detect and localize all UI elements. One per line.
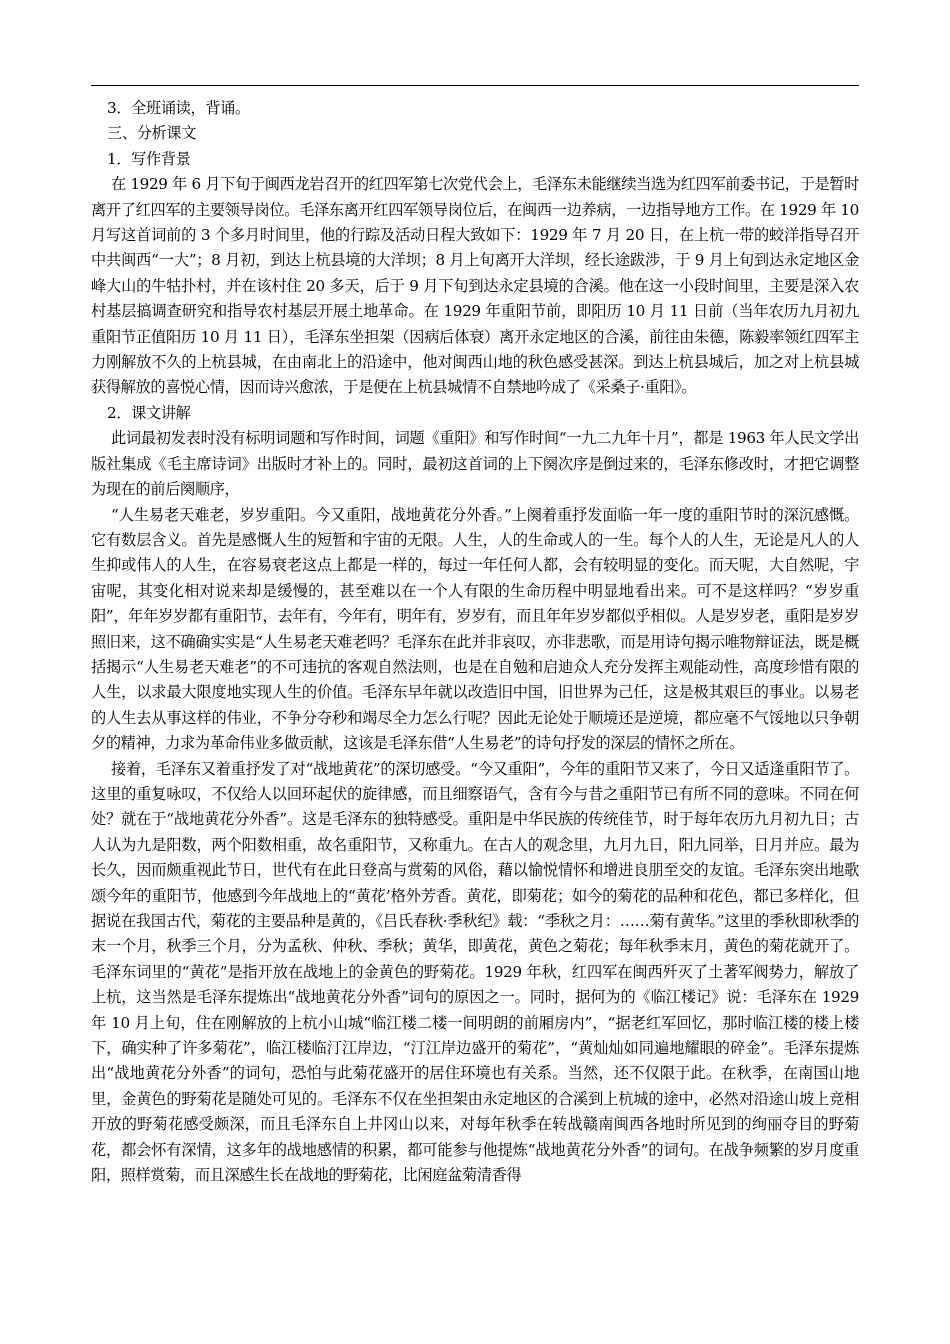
stanza1-paragraph: “人生易老天难老，岁岁重阳。今又重阳，战地黄花分外香。”上阕着重抒发面临一年一度的重阳节时的深沉感慨。它有数层含义。首先是感慨人生的短暂和宇宙的无限。人生，人的生命或人的一生。每个人的人生，无论是凡人的人生抑或伟人的人生，在容易衰老这点上都是一样的，每过一年任何人都，会有较明显的变化。而天呢，大自然呢，宇宙呢，其变化相对说来却是缓慢的，甚至难以在一个人有限的生命历程中明显地看出来。可不是这样吗？“岁岁重阳”，年年岁岁都有重阳节，去年有，今年有，明年有，岁岁有，而且年年岁岁都似乎相似。人是岁岁老，重阳是岁岁照旧来，这不确确实实是“人生易老天难老吗？毛泽东在此并非哀叹，亦非悲歌，而是用诗句揭示唯物辩证法，既是概括揭示“人生易老天难老”的不可违抗的客观自然法则，也是在自勉和启迪众人充分发挥主观能动性，高度珍惜有限的人生，以求最大限度地实现人生的价值。毛泽东早年就以改造旧中国，旧世界为己任，这是极其艰巨的事业。以易老的人生去从事这样的伟业，不争分夺秒和竭尽全力怎么行呢？因此无论处于顺境还是逆境，都应毫不气馁地以只争朝夕的精神，力求为革命伟业多做贡献，这该是毛泽东借“人生易老”的诗句抒发的深层的情怀之所在。	[91, 505, 859, 753]
document-body	[91, 96, 859, 1188]
stanza2-paragraph: 接着，毛泽东又着重抒发了对“战地黄花”的深切感受。“今又重阳”，今年的重阳节又来了，今日又适逢重阳节了。这里的重复咏叹，不仅给人以回环起伏的旋律感，而且细察语气，含有今与昔之重阳节已有所不同的意味。不同在何处？就在于“战地黄花分外香”。这是毛泽东的独特感受。重阳是中华民族的传统佳节，时于每年农历九月初九日；古人认为九是阳数，两个阳数相重，故名重阳节，又称重九。在古人的观念里，九月九日，阳九同举，日月并应。最为长久，因而颇重视此节日，世代有在此日登高与赏菊的风俗，藉以愉悦情怀和增进良朋至交的友谊。毛泽东突出地歌颂今年的重阳节，他感到今年战地上的“黄花’格外芳香。黄花，即菊花；如今的菊花的品种和花色，都已多样化，但据说在我国古代，菊花的主要品种是黄的，《吕氏春秋·季秋纪》载：“季秋之月：……菊有黄华。”这里的季秋即秋季的末一个月，秋季三个月，分为孟秋、仲秋、季秋；黄华，即黄花，黄色之菊花；每年秋季末月，黄色的菊花就开了。毛泽东词里的“黄花”是指开放在战地上的金黄色的野菊花。1929 年秋，红四军在闽西歼灭了土著军阀势力，解放了上杭，这当然是毛泽东提炼出“战地黄花分外香”词句的原因之一。同时，据何为的《临江楼记》说：毛泽东在 1929 年 10 月上旬，住在刚解放的上杭小山城“临江楼二楼一间明朗的前厢房内”，“据老红军回忆，那时临江楼的楼上楼下，确实种了许多菊花”，临江楼临汀江岸边，“汀江岸边盛开的菊花”，“黄灿灿如同遍地耀眼的碎金”。毛泽东提炼出“战地黄花分外香”的词句，恐怕与此菊花盛开的居住环境也有关系。当然，还不仅限于此。在秋季，在南国山地里，金黄色的野菊花是随处可见的。毛泽东不仅在坐担架由永定地区的合溪到上杭城的途中，必然对沿途山坡上竞相开放的野菊花感受颇深，而且毛泽东自上井冈山以来，对每年秋季在转战赣南闽西各地时所见到的绚丽夺目的野菊花，都会怀有深情，这多年的战地感情的积累，都可能参与他提炼“战地黄花分外香”的词句。在战争频繁的岁月度重阳，照样赏菊，而且深感生长在战地的野菊花，比闲庭盆菊清香得	[91, 759, 859, 1185]
background-paragraph: 在 1929 年 6 月下旬于闽西龙岩召开的红四军第七次党代会上，毛泽东未能继续当选为红四军前委书记，于是暂时离开了红四军的主要领导岗位。毛泽东离开红四军领导岗位后，在闽西一边养病，一边指导地方工作。在 1929 年 10 月写这首词前的 3 个多月时间里，他的行踪及活动日程大致如下：1929 年 7 月 20 日，在上杭一带的蛟洋指导召开中共闽西“一大”；8 月初，到达上杭县境的大洋坝；8 月上旬离开大洋坝，经长途跋涉，于 9 月上旬到达永定地区金峰大山的牛牯扑村，并在该村住 20 多天，后于 9 月下旬到达永定县境的合溪。他在这一小段时间里，主要是深入农村基层搞调查研究和指导农村基层开展土地革命。在 1929 年重阳节前，即阳历 10 月 11 日前（当年农历九月初九重阳节正值阳历 10 月 11 日），毛泽东坐担架（因病后体衰）离开永定地区的合溪，前往由朱德，陈毅率领红四军主力刚解放不久的上杭县城，在由南北上的沿途中，他对闽西山地的秋色感受甚深。到达上杭县城后，加之对上杭县城获得解放的喜悦心情，因而诗兴愈浓，于是便在上杭县城情不自禁地吟成了《采桑子·重阳》。	[91, 175, 859, 397]
recite-line: 3．全班诵读，背诵。	[107, 99, 250, 117]
header-rule	[91, 85, 859, 86]
background-heading: 1．写作背景	[107, 149, 191, 168]
lecture-intro-paragraph: 此词最初发表时没有标明词题和写作时间，词题《重阳》和写作时间“一九二九年十月”，都是 1963 年人民文学出版社集成《毛主席诗词》出版时才补上的。同时，最初这首词的上下阕次序是倒过来的，毛泽东修改时，才把它调整为现在的前后阕顺序，	[91, 429, 859, 499]
section-heading: 三、分析课文	[107, 124, 197, 143]
lecture-heading: 2．课文讲解	[107, 403, 191, 422]
